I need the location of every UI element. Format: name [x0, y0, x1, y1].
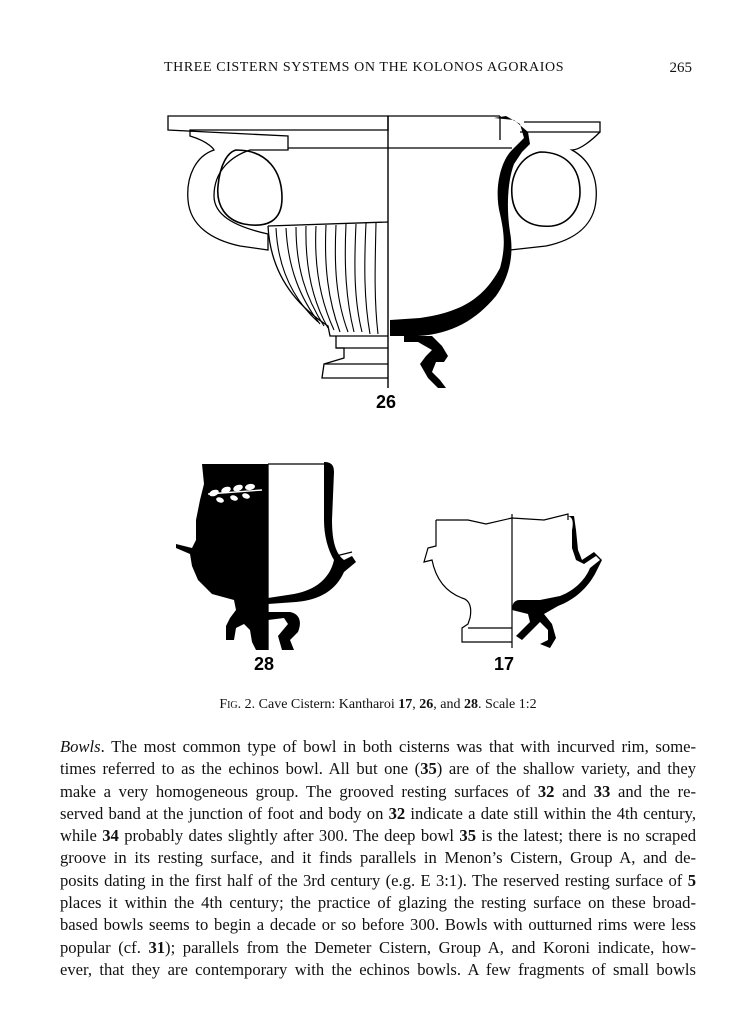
body-paragraph	[60, 736, 696, 981]
catalogue-number: 33	[593, 781, 611, 801]
figure-caption	[0, 697, 756, 713]
body-text-run: popular (cf.	[60, 937, 149, 957]
kantharos-26-profile	[390, 116, 530, 388]
body-text-run: is the latest; there is no scraped	[476, 826, 696, 846]
body-line	[60, 870, 696, 892]
body-text-run: groove in its resting surface, and it finds parallels in Menon’s Cistern, Group A, and de-	[60, 848, 696, 868]
catalogue-number: 32	[537, 781, 555, 801]
body-text-run: ); parallels from the Demeter Cistern, Group A, and Koroni indicate, how-	[165, 937, 696, 957]
running-header	[0, 60, 756, 80]
vessel-28-label: 28	[254, 654, 275, 674]
body-text-run: while	[60, 826, 103, 846]
body-line	[60, 803, 696, 825]
kantharos-28-drawing	[176, 462, 356, 650]
catalogue-number: 34	[102, 826, 119, 846]
body-line	[60, 914, 696, 936]
body-line	[60, 781, 696, 803]
caption-number-26: 26	[419, 697, 434, 712]
body-line	[60, 825, 696, 847]
caption-text-after: . Scale 1:2	[477, 697, 537, 712]
section-heading: Bowls	[60, 737, 101, 756]
caption-separator: , and	[433, 697, 464, 712]
body-text-run: and the re-	[610, 781, 696, 801]
body-text-run: indicate a date still within the 4th century,	[405, 803, 696, 823]
body-line	[60, 959, 696, 981]
body-text-run: served band at the junction of foot and body on	[60, 803, 389, 823]
vessel-17-label: 17	[494, 654, 515, 674]
body-text-run: make a very homogeneous group. The grooved resting surfaces of	[60, 781, 538, 801]
caption-number-17: 17	[398, 697, 413, 712]
catalogue-number: 32	[388, 803, 406, 823]
body-line	[60, 758, 696, 780]
body-line	[60, 847, 696, 869]
body-text-run: . The most common type of bowl in both cisterns was that with incurved rim, some-	[100, 737, 696, 756]
body-text-run: ever, that they are contemporary with the echinos bowls. A few fragments of small bowls	[60, 959, 696, 979]
caption-separator: ,	[412, 697, 420, 712]
body-line	[60, 937, 696, 959]
kantharos-26-right-handle	[388, 122, 600, 250]
body-text-run: times referred to as the echinos bowl. All but one (	[60, 759, 421, 779]
body-text-run: probably dates slightly after 300. The deep bowl	[118, 826, 460, 846]
kantharos-26-drawing	[168, 116, 500, 388]
caption-text-before: Cave Cistern: Kantharoi	[258, 697, 399, 712]
body-text-run: ) are of the shallow variety, and they	[436, 759, 696, 779]
running-title: THREE CISTERN SYSTEMS ON THE KOLONOS AGORAIOS	[164, 60, 565, 75]
caption-number-28: 28	[463, 697, 478, 712]
body-text-run: based bowls seems to begin a decade or so before 300. Bowls with outturned rims were less	[60, 915, 696, 935]
catalogue-number: 5	[687, 870, 696, 890]
body-text-run: and	[554, 781, 594, 801]
kantharoi-figure	[0, 100, 756, 690]
body-text-run: places it within the 4th century; the practice of glazing the resting surface on these broad-	[60, 893, 696, 913]
body-line	[60, 736, 696, 758]
catalogue-number: 35	[420, 759, 437, 779]
body-line	[60, 892, 696, 914]
vessel-26-label: 26	[376, 392, 397, 412]
caption-prefix: Fig. 2.	[219, 697, 256, 712]
catalogue-number: 31	[148, 937, 166, 957]
catalogue-number: 35	[459, 826, 476, 846]
page-number: 265	[669, 60, 692, 76]
kantharos-17-drawing	[424, 514, 602, 648]
body-text-run: posits dating in the first half of the 3rd century (e.g. E 3:1). The reserved resting surface of	[60, 870, 688, 890]
